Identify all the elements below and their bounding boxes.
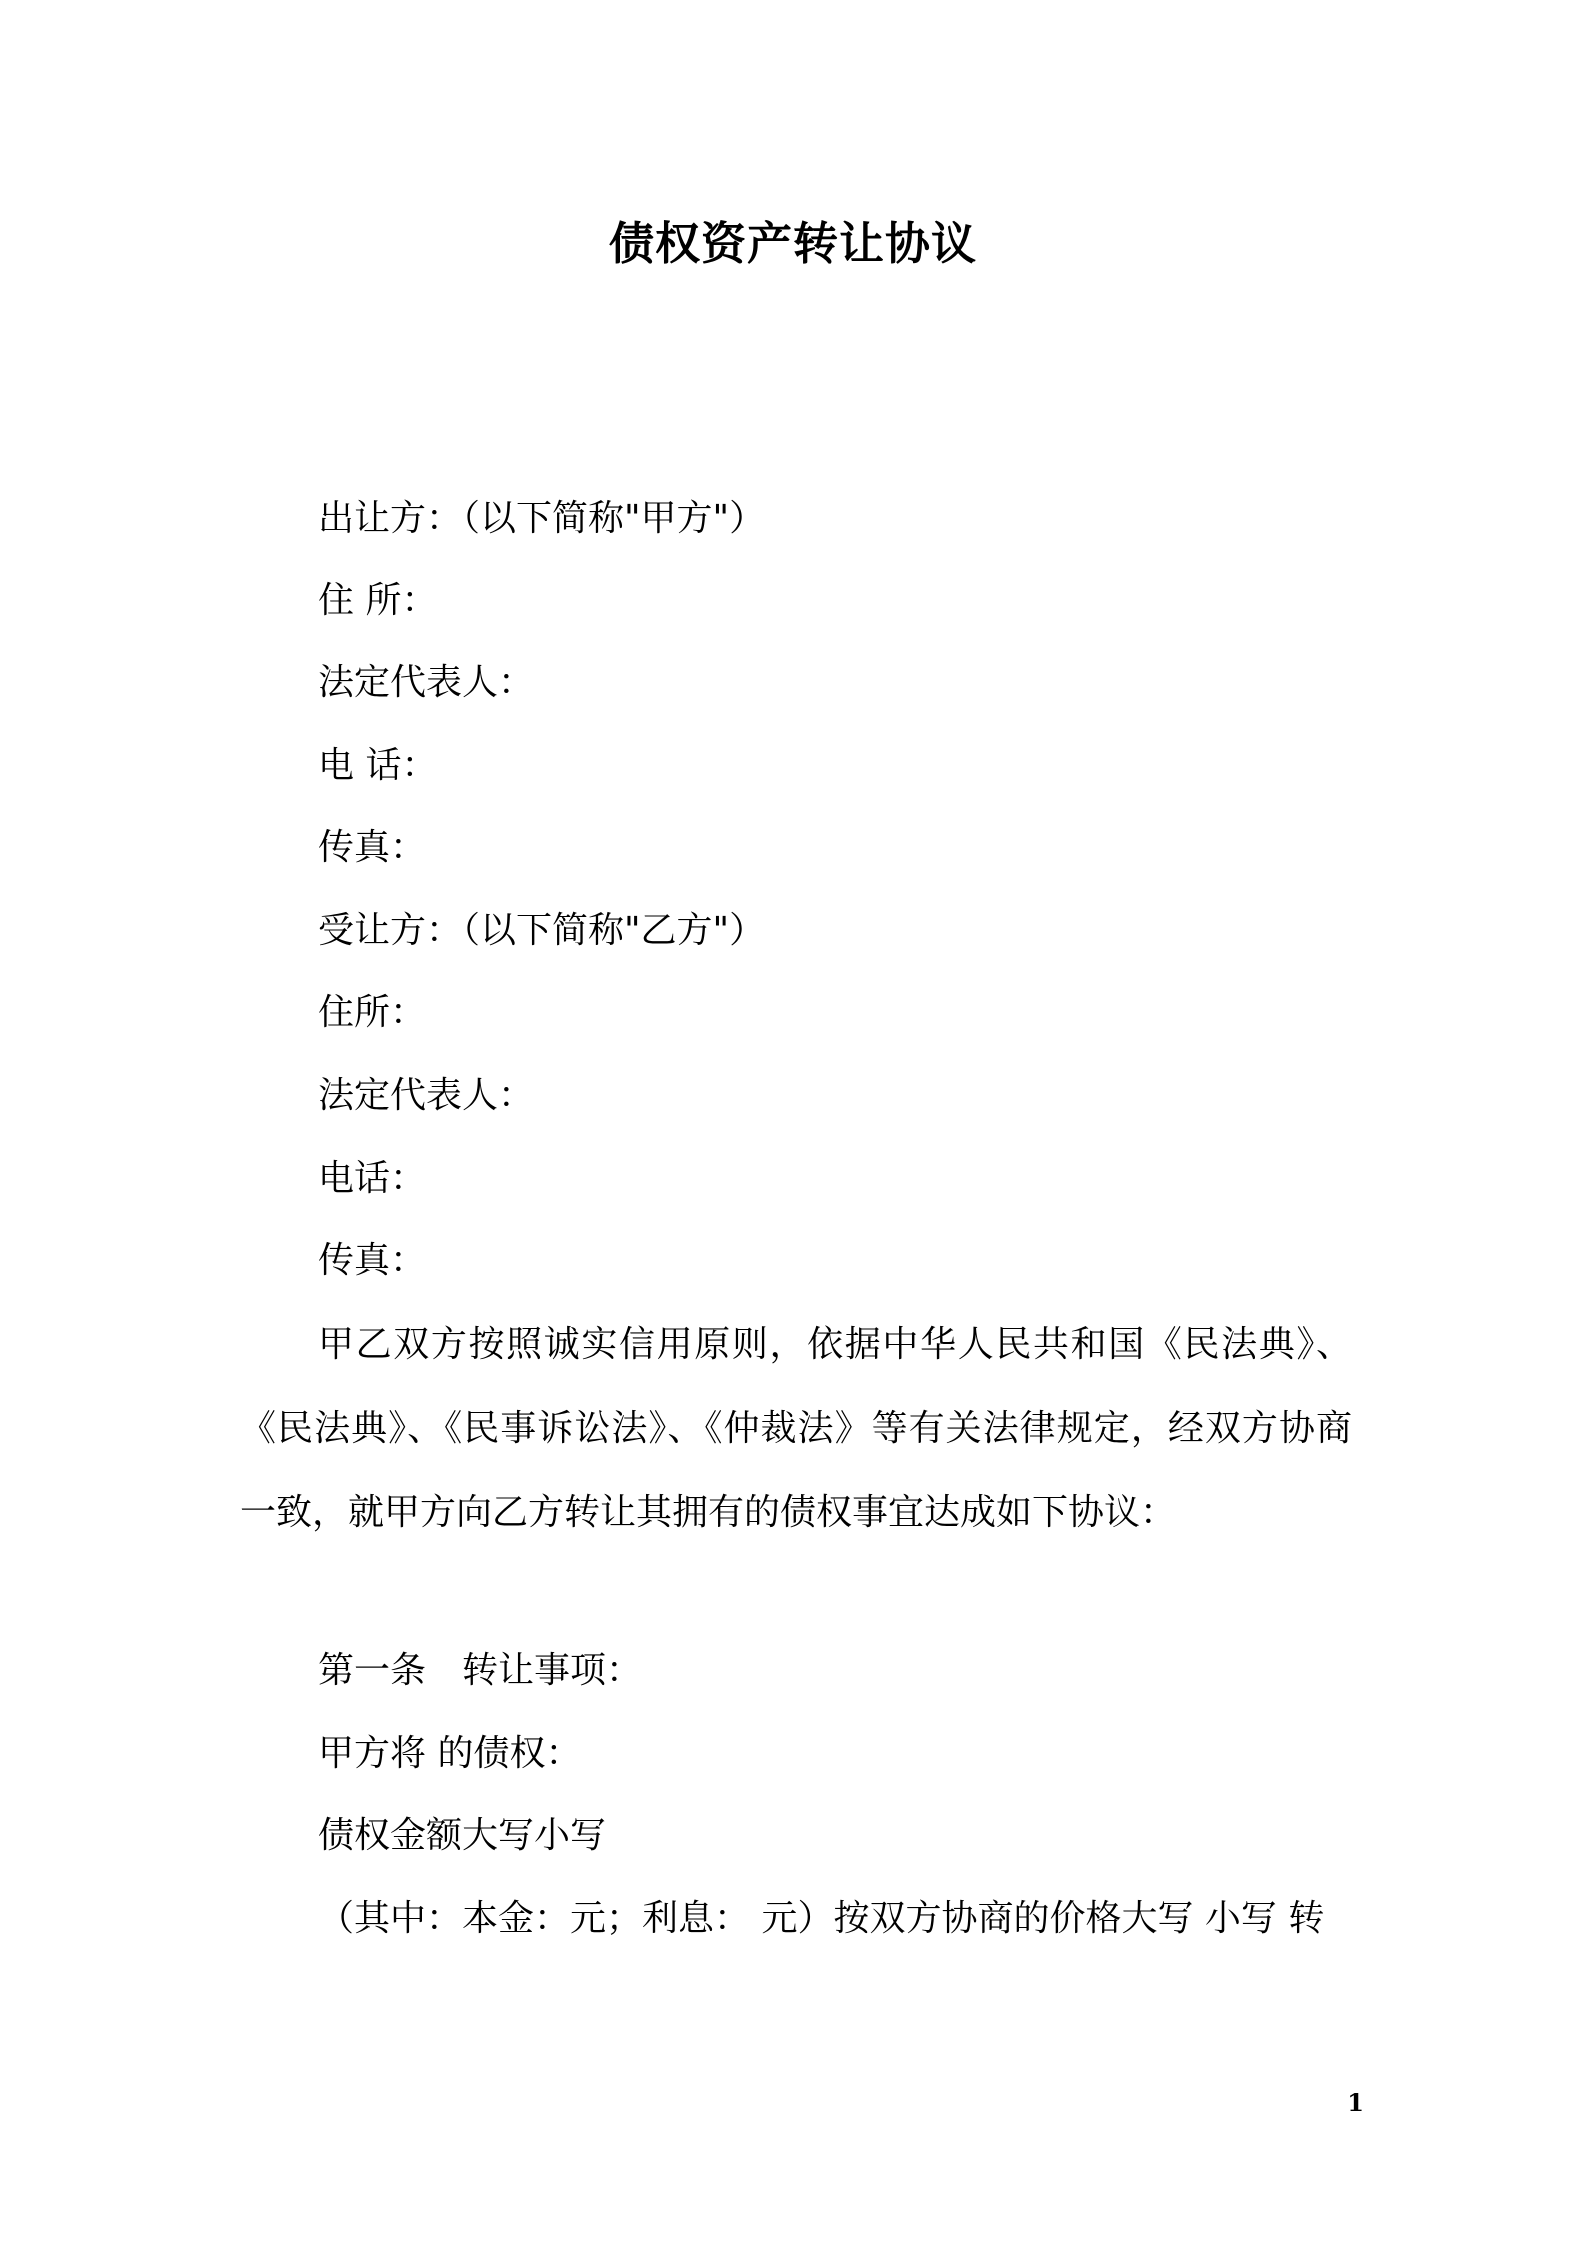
party-b-heading: 受让方：（以下简称"乙方"）: [318, 910, 766, 951]
article-1-line-1: 甲方将 的债权：: [318, 1733, 582, 1774]
party-b-address: 住所：: [318, 992, 427, 1033]
document-title: 债权资产转让协议: [608, 217, 977, 270]
article-1-heading: 第一条 转让事项：: [318, 1650, 643, 1691]
party-a-legal-rep: 法定代表人：: [318, 662, 535, 703]
preamble-paragraph: 甲乙双方按照诚实信用原则，依据中华人民共和国《民法典》、《民法典》、《民事诉讼法》、《仲裁法》等有关法律规定，经双方协商一致，就甲方向乙方转让其拥有的债权事宜达成如下协议：: [240, 1324, 1352, 1533]
article-1-line-2: 债权金额大写小写: [318, 1815, 607, 1856]
party-b-legal-rep: 法定代表人：: [318, 1075, 535, 1116]
party-a-heading: 出让方：（以下简称"甲方"）: [318, 498, 766, 539]
party-b-fax: 传真：: [318, 1240, 427, 1281]
page-number: 1: [1347, 2088, 1364, 2117]
party-a-address: 住 所：: [318, 580, 438, 621]
party-b-phone: 电话：: [318, 1158, 427, 1199]
article-1-line-3: （其中：本金：元；利息： 元）按双方协商的价格大写 小写 转: [318, 1898, 1325, 1939]
party-a-fax: 传真：: [318, 827, 427, 868]
party-a-phone: 电 话：: [318, 745, 438, 786]
